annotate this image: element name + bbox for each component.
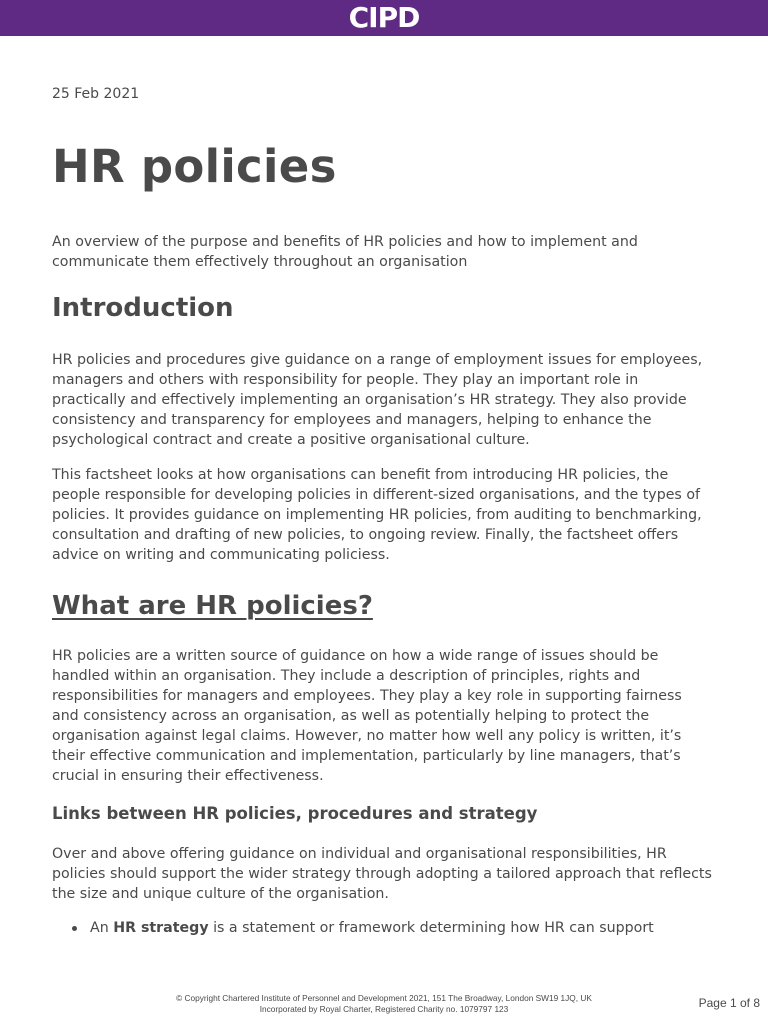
publication-date: 25 Feb 2021 <box>52 86 140 102</box>
subheading-links-policies-strategy: Links between HR policies, procedures and strategy <box>52 804 538 823</box>
header-bar <box>0 0 768 36</box>
section-heading-introduction: Introduction <box>52 293 234 323</box>
links-paragraph: Over and above offering guidance on individual and organisational responsibilities, HR policies should support the wider strategy through adopting a tailored approach that reflects the size and unique culture of the organisation. <box>52 846 712 902</box>
footer-line-1: © Copyright Chartered Institute of Personnel and Development 2021, 151 The Broadway, London SW19 1JQ, UK <box>176 993 592 1003</box>
page-number: Page 1 of 8 <box>698 996 760 1010</box>
cipd-logo: CIPD <box>348 1 420 34</box>
intro-paragraph-2: This factsheet looks at how organisations can benefit from introducing HR policies, the people responsible for developing policies in different-sized organisations, and the types of policies. It provides guidance on implementing HR policies, from auditing to benchmarking, consultation and drafting of new policies, to ongoing review. Finally, the factsheet offers advice on writing and communicating policiess. <box>52 467 702 563</box>
bullet-suffix: is a statement or framework determining how HR can support <box>208 920 654 936</box>
list-item <box>52 918 712 938</box>
bullet-bold-term: HR strategy <box>113 920 209 936</box>
bullet-prefix: An <box>90 920 114 936</box>
page-title: HR policies <box>52 140 337 193</box>
bullet-list <box>52 918 712 938</box>
footer-line-2: Incorporated by Royal Charter, Registered Charity no. 1079797 123 <box>259 1004 509 1014</box>
what-paragraph-1: HR policies are a written source of guidance on how a wide range of issues should be handled within an organisation. They include a description of principles, rights and responsibilities for managers and employees. They play a key role in supporting fairness and consistency across an organisation, as well as potentially helping to protect the organisation against legal claims. However, no matter how well any policy is written, it’s their effective communication and implementation, particularly by line managers, that’s crucial in ensuring their effectiveness. <box>52 648 682 784</box>
bullet-icon <box>72 926 77 931</box>
section-heading-what-are-hr-policies-link[interactable]: What are HR policies? <box>52 591 373 621</box>
page-summary: An overview of the purpose and benefits of HR policies and how to implement and communicate them effectively throughout an organisation <box>52 234 638 270</box>
footer-copyright <box>84 993 684 1015</box>
intro-paragraph-1: HR policies and procedures give guidance on a range of employment issues for employees, managers and others with responsibility for people. They play an important role in practically and effectively implementing an organisation’s HR strategy. They also provide consistency and transparency for employees and managers, helping to enhance the psychological contract and create a positive organisational culture. <box>52 352 703 448</box>
